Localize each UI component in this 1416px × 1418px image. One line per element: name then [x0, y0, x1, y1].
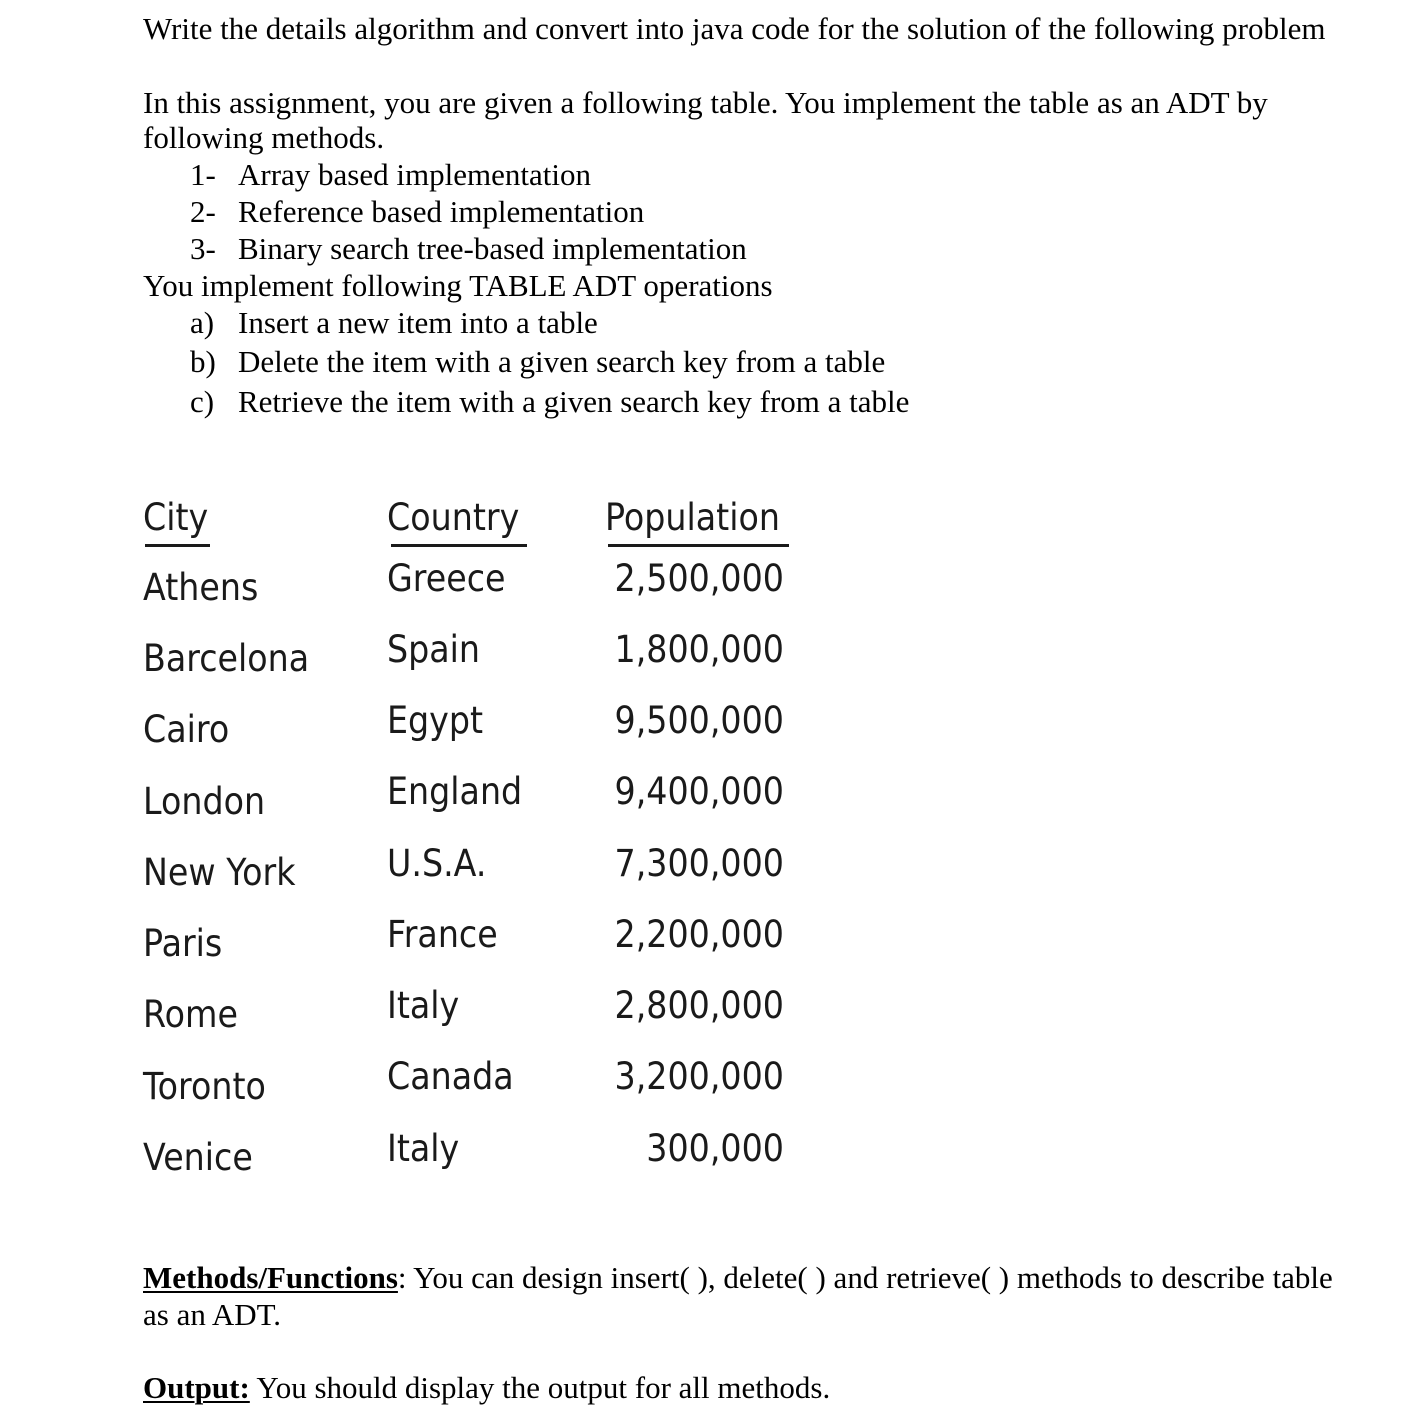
- table-cell-population: 2,500,000: [614, 557, 784, 600]
- table-cell-city: Rome: [143, 993, 238, 1036]
- table-cell-country: Italy: [387, 1127, 460, 1170]
- table-cell-city: London: [143, 780, 266, 823]
- table-header-country: Country: [387, 496, 520, 539]
- list-marker: a): [190, 305, 215, 340]
- table-cell-country: France: [387, 913, 498, 956]
- methods-functions-label: Methods/Functions: [143, 1260, 398, 1295]
- output-text: You should display the output for all methods.: [249, 1370, 831, 1405]
- list-marker: 2-: [190, 194, 216, 229]
- header-underline-city: [145, 544, 210, 547]
- table-cell-population: 3,200,000: [614, 1055, 784, 1098]
- methods-functions-line1: [143, 1260, 1333, 1296]
- header-underline-population: [608, 544, 789, 547]
- table-cell-population: 1,800,000: [614, 628, 784, 671]
- list-item: Delete the item with a given search key from a table: [238, 344, 886, 379]
- methods-functions-colon: :: [397, 1260, 407, 1295]
- list-item: Reference based implementation: [238, 194, 645, 229]
- table-cell-country: England: [387, 770, 523, 813]
- table-cell-population: 9,500,000: [614, 699, 784, 742]
- table-cell-population: 7,300,000: [614, 842, 784, 885]
- table-cell-country: Canada: [387, 1055, 514, 1098]
- table-cell-country: Greece: [387, 557, 506, 600]
- table-cell-city: Athens: [143, 566, 259, 609]
- list-marker: b): [190, 344, 216, 379]
- table-cell-country: Italy: [387, 984, 460, 1027]
- table-cell-city: New York: [143, 851, 296, 894]
- list-item: Retrieve the item with a given search key from a table: [238, 384, 910, 419]
- list-item: Binary search tree-based implementation: [238, 231, 747, 266]
- table-cell-city: Venice: [143, 1136, 253, 1179]
- output-label: Output:: [143, 1370, 250, 1405]
- table-header-city: City: [143, 496, 209, 539]
- table-header-population: Population: [605, 496, 780, 539]
- list-item: Array based implementation: [238, 157, 591, 192]
- output-line: [143, 1370, 830, 1406]
- list-item: Insert a new item into a table: [238, 305, 598, 340]
- list-marker: c): [190, 384, 215, 419]
- methods-functions-text: You can design insert( ), delete( ) and retrieve( ) methods to describe table: [406, 1260, 1333, 1295]
- intro-paragraph-line1: In this assignment, you are given a following table. You implement the table as an ADT by: [143, 85, 1268, 120]
- operations-intro: You implement following TABLE ADT operations: [143, 268, 773, 303]
- header-underline-country: [391, 544, 527, 547]
- intro-heading: Write the details algorithm and convert into java code for the solution of the following problem: [143, 11, 1326, 46]
- table-cell-country: Spain: [387, 628, 481, 671]
- list-marker: 3-: [190, 231, 216, 266]
- methods-functions-line2: as an ADT.: [143, 1297, 282, 1332]
- table-cell-city: Toronto: [143, 1065, 266, 1108]
- table-cell-country: Egypt: [387, 699, 484, 742]
- table-cell-population: 2,800,000: [614, 984, 784, 1027]
- list-marker: 1-: [190, 157, 216, 192]
- table-cell-city: Barcelona: [143, 637, 310, 680]
- table-cell-city: Cairo: [143, 708, 230, 751]
- table-cell-population: 2,200,000: [614, 913, 784, 956]
- table-cell-country: U.S.A.: [387, 842, 487, 885]
- intro-paragraph-line2: following methods.: [143, 120, 385, 155]
- table-cell-population: 300,000: [646, 1127, 784, 1170]
- table-cell-city: Paris: [143, 922, 223, 965]
- table-cell-population: 9,400,000: [614, 770, 784, 813]
